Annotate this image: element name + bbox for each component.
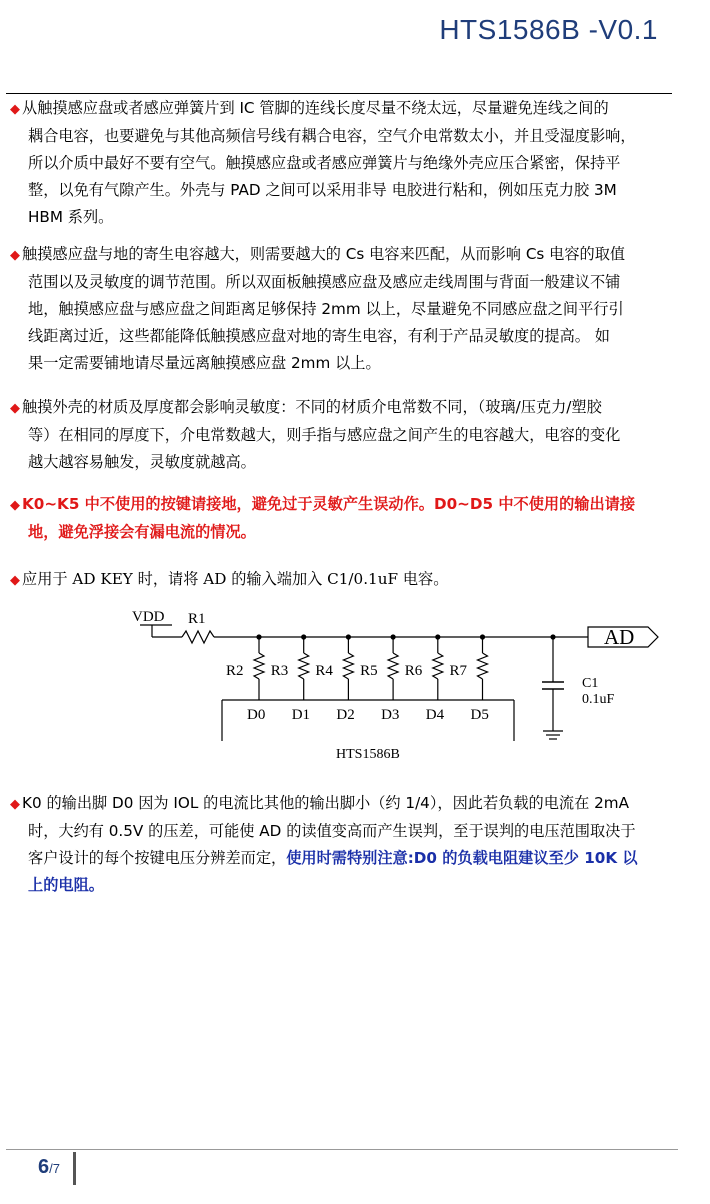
- paragraph-line: 触摸外壳的材质及厚度都会影响灵敏度：不同的材质介电常数不同，（玻璃/压克力/塑胶: [22, 398, 602, 416]
- footer-bar: [73, 1152, 76, 1185]
- resistor-label: R4: [315, 663, 333, 679]
- paragraph-line: 范围以及灵敏度的调节范围。所以双面板触摸感应盘及感应走线周围与背面一般建议不铺: [28, 273, 621, 291]
- paragraph-line: 地，避免浮接会有漏电流的情况。: [28, 523, 256, 541]
- paragraph-line: 果一定需要铺地请尽量远离触摸感应盘 2mm 以上。: [28, 354, 381, 372]
- paragraph-line: HBM 系列。: [28, 208, 114, 226]
- resistor-label: R3: [270, 663, 289, 679]
- resistor-r6: [433, 653, 443, 679]
- paragraph-d0-output-note: [10, 790, 674, 899]
- paragraph-line: 地，触摸感应盘与感应盘之间距离足够保持 2mm 以上，尽量避免不同感应盘之间平行引: [28, 300, 624, 318]
- bullet-icon: ◆: [10, 797, 20, 812]
- resistor-r4: [343, 653, 353, 679]
- page-number: [38, 1156, 60, 1179]
- paragraph-line: K0~K5 中不使用的按键请接地，避免过于灵敏产生误动作。D0~D5 中不使用的输出请接: [22, 495, 636, 513]
- paragraph-line: 整，以免有气隙产生。外壳与 PAD 之间可以采用非导 电胶进行粘和，例如压克力胶 3M: [28, 181, 617, 199]
- paragraph-parasitic-capacitance: [10, 241, 674, 377]
- paragraph-line: K0 的输出脚 D0 因为 IOL 的电流比其他的输出脚小（约 1/4），因此若负载的电流在 2mA: [22, 794, 629, 812]
- paragraph-line: 越大越容易触发，灵敏度就越高。: [28, 453, 256, 471]
- ad-key-circuit-diagram: [126, 605, 666, 770]
- output-pin-label: D1: [291, 707, 311, 723]
- resistor-label: R7: [449, 663, 468, 679]
- document-title: HTS1586B -V0.1: [439, 14, 658, 45]
- paragraph-ic-wiring: [10, 95, 674, 231]
- paragraph-line: 时，大约有 0.5V 的压差，可能使 AD 的读值变高而产生误判，至于误判的电压范围取决于: [28, 822, 636, 840]
- output-pin-label: D2: [336, 707, 355, 723]
- footer-divider: [6, 1149, 678, 1150]
- paragraph-line: 客户设计的每个按键电压分辨差而定，: [28, 849, 287, 867]
- page-current: 6: [38, 1156, 50, 1178]
- resistor-r3: [299, 653, 309, 679]
- paragraph-line: 触摸感应盘与地的寄生电容越大，则需要越大的 Cs 电容来匹配，从而影响 Cs 电容的取值: [22, 245, 626, 263]
- d0-load-note: 上的电阻。: [28, 876, 104, 894]
- header-divider: [6, 93, 672, 94]
- page-total: /7: [49, 1161, 60, 1176]
- resistor-label: R2: [226, 663, 244, 679]
- output-pin-label: D4: [425, 707, 445, 723]
- bullet-icon: ◆: [10, 401, 20, 416]
- chip-label: HTS1586B: [336, 747, 400, 762]
- ad-label: AD: [604, 625, 635, 649]
- r1-resistor: [182, 631, 214, 643]
- c1-value: 0.1uF: [582, 692, 615, 707]
- bullet-icon: ◆: [10, 102, 20, 117]
- output-pin-label: D5: [470, 707, 489, 723]
- paragraph-line: 从触摸感应盘或者感应弹簧片到 IC 管脚的连线长度尽量不绕太远，尽量避免连线之间的: [22, 99, 609, 117]
- paragraph-ad-key: [10, 566, 674, 594]
- paragraph-line: 应用于 AD KEY 时，请将 AD 的输入端加入 C1/0.1uF 电容。: [22, 570, 449, 588]
- paragraph-line: 线距离过近，这些都能降低触摸感应盘对地的寄生电容，有利于产品灵敏度的提高。 如: [28, 327, 610, 345]
- bullet-icon: ◆: [10, 573, 20, 588]
- resistor-label: R5: [360, 663, 378, 679]
- paragraph-line: 耦合电容，也要避免与其他高频信号线有耦合电容，空气介电常数太小，并且受湿度影响，: [28, 127, 636, 145]
- bullet-icon: ◆: [10, 248, 20, 263]
- d0-load-note: 使用时需特别注意:D0 的负载电阻建议至少 10K 以: [286, 849, 638, 867]
- resistor-r7: [478, 653, 488, 679]
- paragraph-line: 所以介质中最好不要有空气。触摸感应盘或者感应弹簧片与绝缘外壳应压合紧密，保持平: [28, 154, 621, 172]
- resistor-label: R6: [404, 663, 423, 679]
- output-pin-label: D0: [247, 707, 266, 723]
- resistor-r2: [254, 653, 264, 679]
- output-pin-label: D3: [381, 707, 400, 723]
- paragraph-line: 等）在相同的厚度下，介电常数越大，则手指与感应盘之间产生的电容越大，电容的变化: [28, 426, 621, 444]
- c1-label: C1: [582, 676, 599, 691]
- r1-label: R1: [188, 611, 206, 627]
- paragraph-housing-material: [10, 394, 674, 476]
- vdd-label: VDD: [132, 609, 165, 625]
- resistor-r5: [388, 653, 398, 679]
- bullet-icon: ◆: [10, 498, 20, 513]
- paragraph-unused-pins-warning: [10, 491, 674, 546]
